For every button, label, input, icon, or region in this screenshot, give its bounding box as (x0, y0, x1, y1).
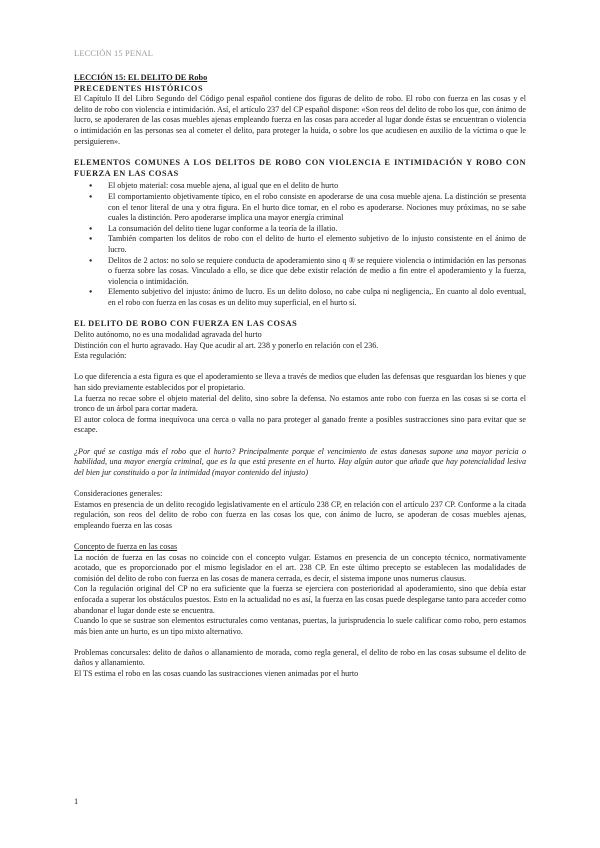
lesson-title: LECCIÓN 15: EL DELITO DE Robo (74, 73, 208, 82)
concepto-heading: Concepto de fuerza en las cosas (74, 541, 178, 551)
list-item: ● El objeto material: cosa mueble ajena, al igual que en el delito de hurto (108, 181, 526, 192)
document-body (74, 73, 526, 680)
section-heading-robo-fuerza: EL DELITO DE ROBO CON FUERZA EN LAS COSAS (74, 319, 298, 329)
concepto-text: La noción de fuerza en las cosas no coincide con el concepto vulgar. Estamos en presencia de un concepto técnico, normativamente acotado, que es proporcionado por el mismo legislador en el art. 238 CP. En este último precepto se establecen las modalidades de comisión del delito de robo con fuerza en las cosas de manera cerrada, es decir, el sistema impone unos numerus clausus. (74, 552, 526, 583)
section-heading-elementos-comunes: ELEMENTOS COMUNES A LOS DELITOS DE ROBO CON VIOLENCIA E INTIMIDACIÓN Y ROBO CON FUERZA EN LAS COSAS (74, 158, 526, 178)
paragraph-diferencia: Lo que diferencia a esta figura es que el apoderamiento se lleva a través de medios que eluden las defensas que resguardan los bienes y que han sido previamente establecidos por el propietario. (74, 372, 526, 393)
paragraph-question: ¿Por qué se castiga más el robo que el hurto? Principalmente porque el vencimiento de estas danesas supone una mayor pericia o habilidad, una mayor energía criminal, que es la que está presente en el hurto. Hay algún autor que añade que hay potencialidad lesiva del bien jur constituido o por la intimidad (mayor contenido del injusto) (74, 446, 526, 477)
concepto-paragraph-3: Cuando lo que se sustrae son elementos estructurales como ventanas, puertas, la jurisprudencia lo suele calificar como robo, pero estamos más bien ante un hurto, es un tipo mixto alternativo. (74, 616, 526, 636)
concepto-paragraph-2: Con la regulación original del CP no era suficiente que la fuerza se ejerciera con posterioridad al apoderamiento, sino que debía estar enfocada a superar los obstáculos puestos. Esto en la actualidad no es así, la fuerza en las cosas puede desplegarse tanto para acceder como abandonar el lugar donde este se encuentra. (74, 584, 526, 615)
ts-paragraph: El TS estima el robo en las cosas cuando las sustracciones vienen animadas por el hurto (74, 669, 359, 679)
page-number: 1 (74, 797, 79, 806)
section-heading-precedentes: PRECEDENTES HISTÓRICOS (74, 83, 204, 93)
elementos-comunes-list (74, 181, 526, 308)
list-item: ● Delitos de 2 actos: no solo se requiere conducta de apoderamiento sino q ® se requiere violencia o intimidación en las personas o fuerza sobre las cosas. Vinculado a ello, se dice que debe existir relación de medio a fin entre el apoderamiento y la fuerza, violencia o intimidación. (108, 256, 526, 288)
fuerza-line: Esta regulación: (74, 351, 127, 361)
fuerza-line: Delito autónomo, no es una modalidad agravada del hurto (74, 330, 262, 340)
list-item: ● Elemento subjetivo del injusto: ánimo de lucro. Es un delito doloso, no cabe culpa ni negligencia,. En cuanto al dolo eventual, en el robo con fuerza en las cosas es un delito muy superficial, en el hurto sí. (108, 287, 526, 308)
list-item: ● La consumación del delito tiene lugar conforme a la teoría de la illatio. (108, 224, 526, 235)
problemas-concursales: Problemas concursales: delito de daños o allanamiento de morada, como regla general, el delito de robo en las cosas subsume el delito de daños y allanamiento. (74, 647, 526, 668)
fuerza-line: Distinción con el hurto agravado. Hay Que acudir al art. 238 y ponerlo en relación con el 236. (74, 340, 379, 350)
consideraciones-heading: Consideraciones generales: (74, 488, 163, 498)
list-item: ● También comparten los delitos de robo con el delito de hurto el elemento subjetivo de lo injusto consistente en el ánimo de lucro. (108, 234, 526, 255)
list-item: ● El comportamiento objetivamente típico, en el robo consiste en apoderarse de una cosa mueble ajena. La distinción se presenta con el tenor literal de una y otra figura. En el hurto dice tomar, en el robo es apoderarse. Nociones muy próximas, no se sabe cuales la distinción. Pero apoderarse implica una mayor energía criminal (108, 192, 526, 224)
consideraciones-text: Estamos en presencia de un delito recogido legislativamente en el artículo 238 CP, en relación con el artículo 237 CP. Conforme a la citada regulación, son reos del delito de robo con fuerza en las cosas los que, con ánimo de lucro, se apoderan de cosas muebles ajenas, empleando fuerza en las cosas (74, 499, 526, 530)
paragraph-cerca: El autor coloca de forma inequívoca una cerca o valla no para proteger al ganado frente a posibles sustracciones sino para evitar que se escape. (74, 414, 526, 435)
intro-paragraph: El Capítulo II del Libro Segundo del Código penal español contiene dos figuras de delito de robo. El robo con fuerza en las cosas y el delito de robo con violencia e intimidación. Así, el artículo 237 del CP español dispone: «Son reos del delito de robo los que, con ánimo de lucro, se apoderaren de las cosas muebles ajenas empleando fuerza en las cosas para acceder al lugar donde éstas se encuentran o violencia o intimidación en las personas sea al cometer el delito, para proteger la huida, o sobre los que acudiesen en auxilio de la víctima o que le persiguieren». (74, 94, 526, 146)
page-header: LECCIÓN 15 PENAL (74, 49, 154, 58)
paragraph-fuerza-defensa: La fuerza no recae sobre el objeto material del delito, sino sobre la defensa. No estamos ante robo con fuerza en las cosas si se corta el tronco de un árbol para cortar madera. (74, 393, 526, 414)
